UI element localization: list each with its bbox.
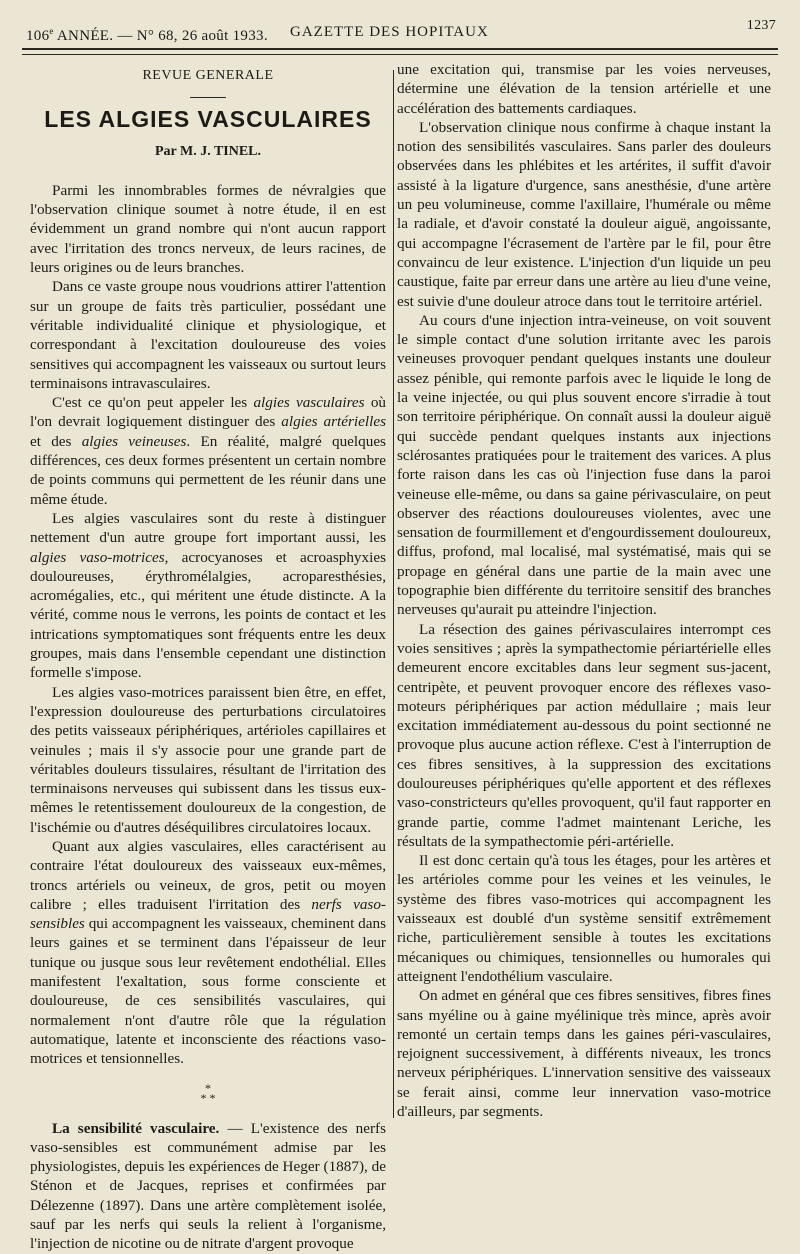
left-column xyxy=(30,60,386,1254)
section-kicker: REVUE GENERALE xyxy=(142,68,274,83)
header-rule-thick xyxy=(22,48,778,50)
paragraph: La résection des gaines périvasculaires interrompt ces voies sensitives ; après la sympathectomie périartérielle elles demeurent encore excitables dans leur segment sus-jacent, centripète, et peuvent provoquer encore des réflexes vaso-moteurs périphériques par action médullaire ; mais leur excitation immédiatement au-dessous du point sectionné ne provoque plus aucune action réflexe. C'est à l'interruption de ces fibres sensitives, à la suppression des excitations douloureuses périphériques qu'elle apportent et des réflexes vaso-constricteurs qu'elles provoquent, qu'il faut rapporter en grande partie, comme l'admet maintenant Leriche, les résultats de la sympathectomie péri-artérielle. xyxy=(397,620,771,850)
article-byline: Par M. J. TINEL. xyxy=(154,143,262,159)
header-rule-thin xyxy=(22,54,778,55)
year-word: ANNÉE. xyxy=(53,28,114,44)
article-title: LES ALGIES VASCULAIRES xyxy=(44,106,372,133)
paragraph: Parmi les innombrables formes de névralgies que l'observation clinique soumet à notre étude, il en est évidemment un grand nombre qui n'ont aucun rapport avec l'irritation des troncs nerveux, de leurs racines, de leurs origines ou de leurs branches. xyxy=(30,181,386,277)
year-superscript: e xyxy=(49,26,54,36)
paragraph: L'observation clinique nous confirme à chaque instant la notion des sensibilités vasculaires. Sans parler des douleurs observées dans les phlébites et les artérites, il suffit d'avoir assisté à la ligature d'urgence, sans anesthésie, d'une artère un peu volumineuse, comme l'axillaire, l'humérale ou même la radiale, et d'avoir constaté la douleur aiguë, angoissante, qui accompagne l'écrasement de l'artère par le fil, pour être convaincu de leur existence. L'injection d'un liquide un peu caustique, faite par erreur dans une artère au lieu d'une veine, est suivie d'une douleur atroce dans tout le territoire artériel. xyxy=(397,118,771,310)
journal-name: GAZETTE DES HOPITAUX xyxy=(290,24,489,40)
paragraph: Au cours d'une injection intra-veineuse, on voit souvent le simple contact d'une solution irritante avec les parois veineuses provoquer pendant quelques instants une douleur assez pénible, qui remonte parfois avec le liquide le long de la veine injectée, ou qui plus souvent encore s'irradie à tout son territoire périphérique. On connaît aussi la douleur aiguë qui succède pendant quelques instants aux injections sclérosantes pratiquées pour le traitement des varices. A plus forte raison dans les cas où l'injection fuse dans la paroi veineuse elle-même, ou dans sa gaine périvasculaire, on peut observer des réactions douloureuses violentes, avec une sensation de fourmillement et d'engourdissement douloureux, diffus, profond, mal localisé, mal systématisé, mais qui se propage en général dans une partie de la main avec une topographie bien différente du territoire sensitif des branches nerveuses qu'aurait pu atteindre l'injection. xyxy=(397,311,771,619)
paragraph: Il est donc certain qu'à tous les étages, pour les artères et les artérioles comme pour les veines et les veinules, le système des fibres vaso-motrices qui accompagnent les vaisseaux est doublé d'un système sensitif extrêmement riche, particulièrement sensible à toutes les excitations mécaniques ou chimiques, tensionnelles ou humorales qui atteignent l'endothélium vasculaire. xyxy=(397,852,771,985)
column-divider xyxy=(393,70,394,1118)
paragraph: Les algies vasculaires sont du reste à distinguer nettement d'un autre groupe fort important aussi, les algies vaso-motrices, acrocyanoses et acroasphyxies douloureuses, érythromélalgies, acroparesthésies, acromégalies, etc., qui méritent une étude distincte. A la vérité, comme nous le verrons, les points de contact et les intrications symptomatiques sont fréquents entre les deux groupes, mais dans l'ensemble cependant une distinction formelle s'impose. xyxy=(30,509,386,682)
paragraph: une excitation qui, transmise par les voies nerveuses, détermine une élévation de la tension artérielle et une accélération des battements cardiaques. xyxy=(397,61,771,117)
section-separator-stars: * * * xyxy=(200,1080,216,1105)
paragraph: C'est ce qu'on peut appeler les algies vasculaires où l'on devrait logiquement distinguer des algies artérielles et des algies veineuses. En réalité, malgré quelques différences, ces deux formes présentent un certain nombre de points communs qui permettent de les réunir dans une même étude. xyxy=(30,394,386,508)
right-column xyxy=(397,60,771,1121)
paragraph: On admet en général que ces fibres sensitives, fibres fines sans myéline ou à gaine myélinique très mince, après avoir remonté un certain temps dans les gaines péri-vasculaires, rejoignent successivement, à différents niveaux, les troncs nerveux périphériques. L'innervation sensitive des vaisseaux se ferait ainsi, comme leur innervation vaso-motrice d'ailleurs, par segments. xyxy=(397,987,771,1121)
issue-number-date: — N° 68, 26 août 1933. xyxy=(113,28,268,44)
kicker-rule xyxy=(190,97,226,98)
issue-info xyxy=(26,26,268,45)
page-number: 1237 xyxy=(746,18,776,33)
paragraph: Les algies vaso-motrices paraissent bien être, en effet, l'expression douloureuse des perturbations circulatoires des petits vaisseaux périphériques, artérioles capillaires et veinules ; mais il s'y associe pour une grande part de véritables douleurs tissulaires, résultant de l'irritation des terminaisons nerveuses qui subissent dans les tissus eux-mêmes le retentissement douloureux de la congestion, de l'ischémie ou d'autres déséquilibres circulatoires locaux. xyxy=(30,683,386,836)
year-number: 106 xyxy=(26,28,50,44)
paragraph: Quant aux algies vasculaires, elles caractérisent au contraire l'état douloureux des vaisseaux eux-mêmes, troncs artériels ou veineux, de gros, petit ou moyen calibre ; elles traduisent l'irritation des nerfs vaso-sensibles qui accompagnent les vaisseaux, cheminent dans leurs gaines et se terminent dans l'épaisseur de leur tunique ou jusque sous leur revêtement endothélial. Elles manifestent l'exaltation, sous forme consciente et douloureuse, de ces sensibilités vasculaires, qui normalement n'ont d'autre rôle que la régulation automatique, latente et inconsciente des réactions vaso-motrices et tensionnelles. xyxy=(30,837,386,1068)
paragraph: La sensibilité vasculaire. — L'existence des nerfs vaso-sensibles est communément admise par les physiologistes, depuis les expériences de Heger (1887), de Sténon et de Jacques, reprises et confirmées par Délezenne (1897). Dans une artère complètement isolée, sauf par les nerfs qui seuls la relient à l'organisme, l'injection de nicotine ou de nitrate d'argent provoque xyxy=(30,1119,386,1253)
section-heading: La sensibilité vasculaire. xyxy=(52,1119,220,1137)
paragraph: Dans ce vaste groupe nous voudrions attirer l'attention sur un groupe de faits très particulier, possédant une véritable individualité clinique et physiologique, et correspondant à l'excitation douloureuse des voies sensitives qui accompagnent les vaisseaux ou surtout leurs terminaisons intravasculaires. xyxy=(30,278,386,392)
running-header xyxy=(22,18,776,44)
